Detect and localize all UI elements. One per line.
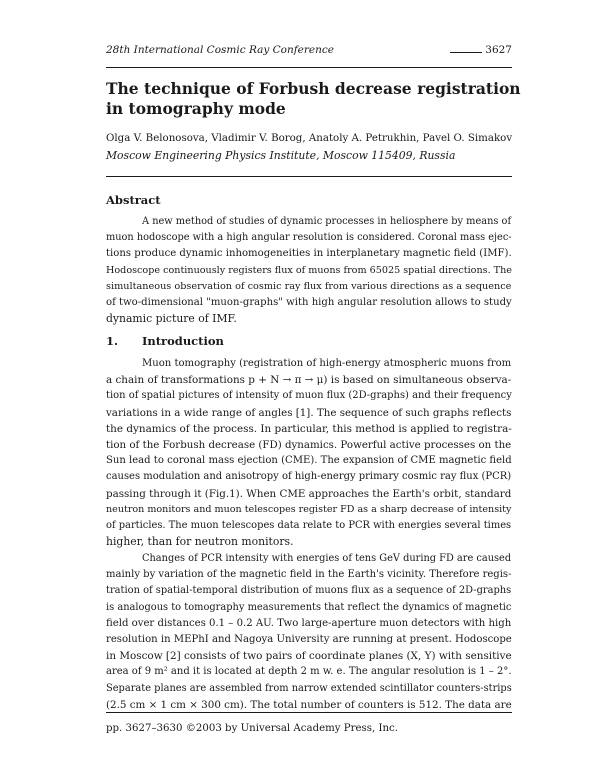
footer-copyright: pp. 3627–3630 ©2003 by Universal Academy Press, Inc. bbox=[106, 723, 398, 734]
text-line: A new method of studies of dynamic processes in heliosphere by means of bbox=[142, 216, 512, 227]
text-line: passing through it (Fig.1). When CME approaches the Earth's orbit, standard bbox=[106, 487, 512, 500]
text-line: in Moscow [2] consists of two pairs of coordinate planes (X, Y) with sensitive bbox=[106, 650, 512, 663]
text-line: resolution in MEPhI and Nagoya University are running at present. Hodoscope bbox=[106, 633, 512, 645]
text-line: mainly by variation of the magnetic field in the Earth's vicinity. Therefore regis- bbox=[106, 569, 512, 581]
introduction-paragraph-1 bbox=[106, 356, 512, 550]
text-line: of particles. The muon telescopes data relate to PCR with energies several times bbox=[106, 519, 512, 531]
text-line: muon hodoscope with a high angular resolution is considered. Coronal mass ejec- bbox=[106, 232, 512, 244]
introduction-heading bbox=[106, 334, 224, 348]
text-line: dynamic picture of IMF. bbox=[106, 312, 237, 326]
abstract-body bbox=[106, 214, 512, 327]
text-line: field over distances 0.1 – 0.2 AU. Two large-aperture muon detectors with high bbox=[106, 617, 512, 629]
abstract-heading: Abstract bbox=[106, 193, 161, 207]
header-dash bbox=[450, 52, 482, 53]
text-line: (2.5 cm × 1 cm × 300 cm). The total number of counters is 512. The data are bbox=[106, 698, 512, 711]
running-head bbox=[106, 44, 512, 60]
text-line: is analogous to tomography measurements that reflect the dynamics of magnetic bbox=[106, 601, 512, 613]
introduction-paragraph-2 bbox=[106, 551, 512, 713]
text-line: higher, than for neutron monitors. bbox=[106, 535, 294, 549]
text-line: of two-dimensional "muon-graphs" with high angular resolution allows to study bbox=[106, 296, 512, 308]
paper-title bbox=[106, 79, 521, 119]
text-line: the dynamics of the process. In particular, this method is applied to registra- bbox=[106, 422, 512, 435]
text-line: area of 9 m² and it is located at depth 2 m w. e. The angular resolution is 1 – 2°. bbox=[106, 666, 512, 678]
text-line: causes modulation and anisotropy of high-energy primary cosmic ray flux (PCR) bbox=[106, 471, 512, 483]
header-rule bbox=[106, 67, 512, 68]
text-line: Muon tomography (registration of high-energy atmospheric muons from bbox=[142, 358, 512, 369]
text-line: Hodoscope continuously registers flux of muons from 65025 spatial directions. The bbox=[106, 264, 512, 276]
title-line: The technique of Forbush decrease registration bbox=[106, 79, 521, 98]
text-line: Sun lead to coronal mass ejection (CME). The expansion of CME magnetic field bbox=[106, 455, 512, 467]
text-line: simultaneous observation of cosmic ray flux from various directions as a sequence bbox=[106, 280, 512, 292]
conference-name: 28th International Cosmic Ray Conference bbox=[106, 44, 334, 56]
text-line: tion of spatial pictures of intensity of muon flux (2D-graphs) and their frequency bbox=[106, 390, 512, 402]
page-number: 3627 bbox=[485, 44, 512, 56]
authors: Olga V. Belonosova, Vladimir V. Borog, Anatoly A. Petrukhin, Pavel O. Simakov bbox=[106, 132, 513, 144]
text-line: Separate planes are assembled from narrow extended scintillator counters-strips bbox=[106, 682, 512, 694]
title-line: in tomography mode bbox=[106, 99, 286, 118]
text-line: tions produce dynamic inhomogeneities in interplanetary magnetic field (IMF). bbox=[106, 248, 512, 260]
text-line: tration of spatial-temporal distribution of muons flux as a sequence of 2D-graphs bbox=[106, 585, 512, 597]
footer-rule bbox=[106, 712, 512, 713]
title-rule bbox=[106, 176, 512, 177]
affiliation: Moscow Engineering Physics Institute, Moscow 115409, Russia bbox=[106, 149, 456, 162]
text-line: neutron monitors and muon telescopes register FD as a sharp decrease of intensity bbox=[106, 503, 512, 515]
section-title: Introduction bbox=[142, 334, 224, 348]
section-number: 1. bbox=[106, 334, 119, 348]
text-line: variations in a wide range of angles [1]. The sequence of such graphs reflects bbox=[106, 406, 512, 419]
text-line: a chain of transformations p + N → π → μ) is based on simultaneous observa- bbox=[106, 374, 512, 387]
text-line: tion of the Forbush decrease (FD) dynamics. Powerful active processes on the bbox=[106, 438, 512, 451]
text-line: Changes of PCR intensity with energies of tens GeV during FD are caused bbox=[142, 553, 512, 564]
